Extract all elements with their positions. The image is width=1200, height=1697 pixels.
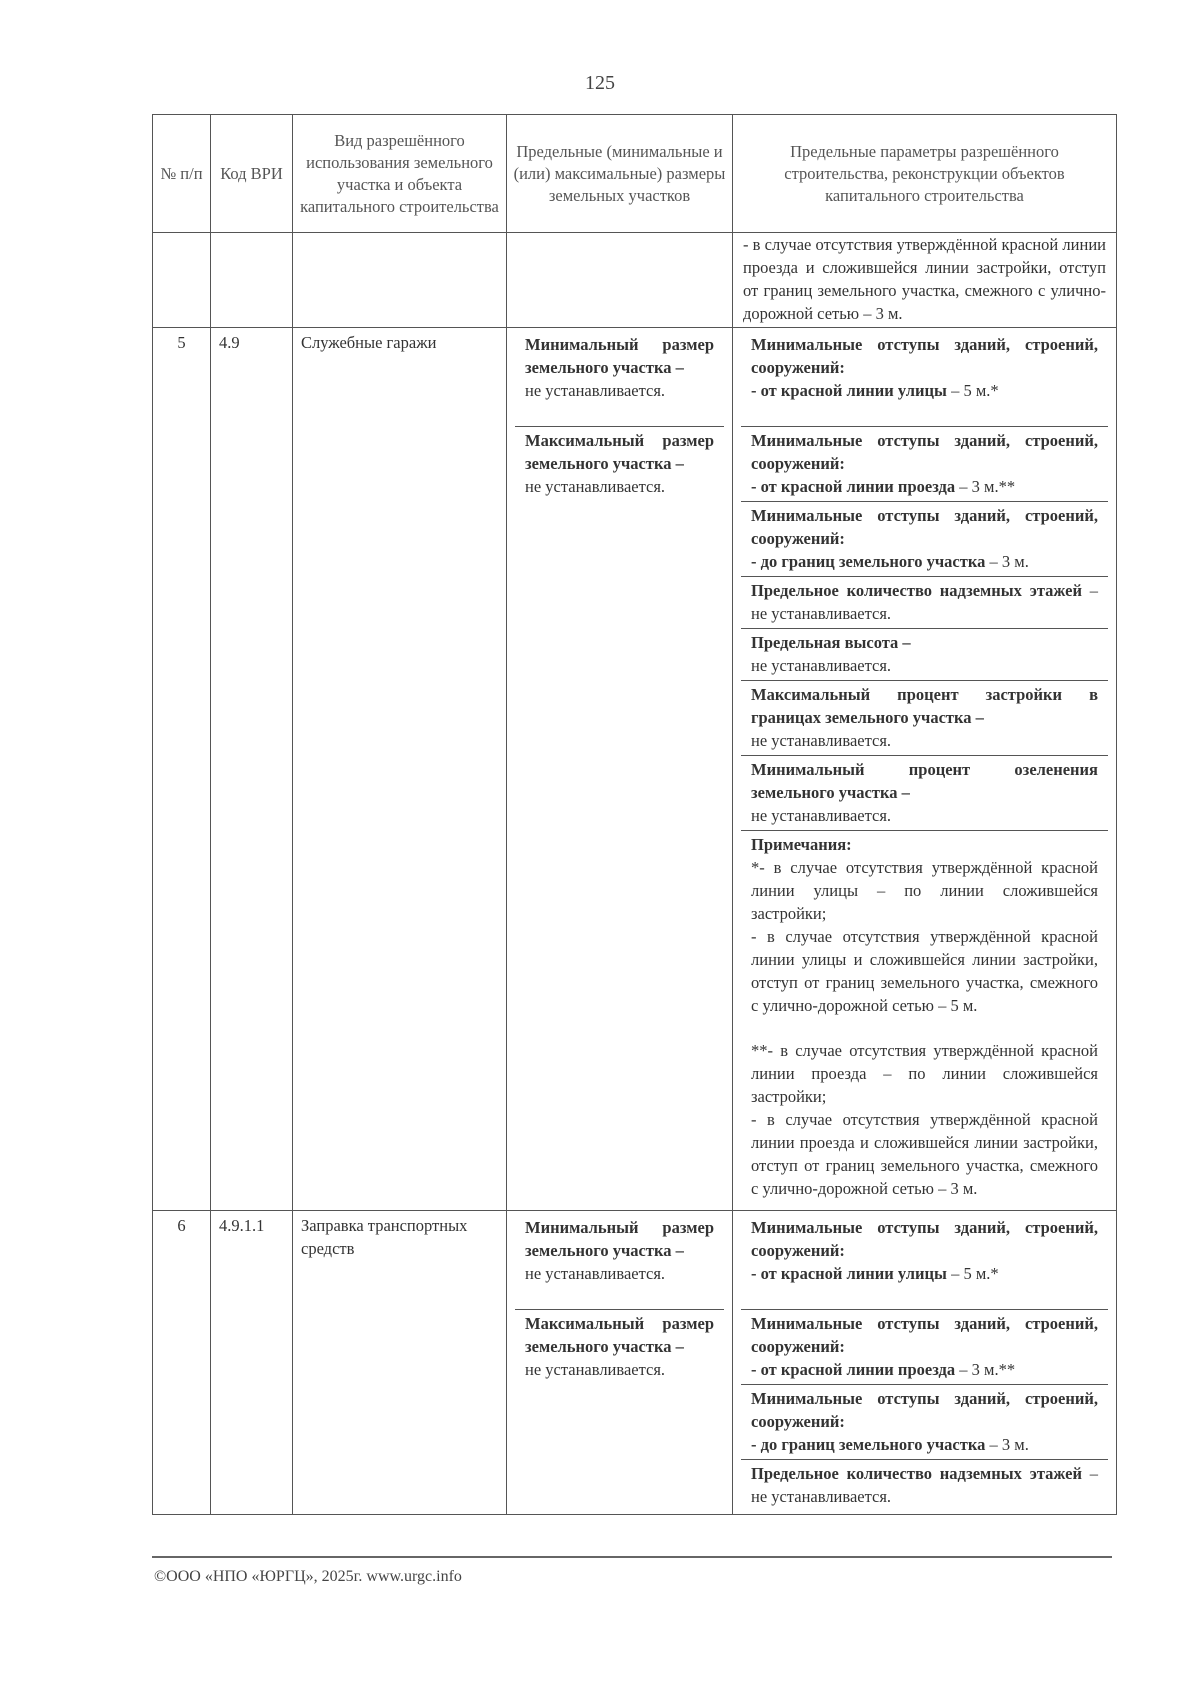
min-size-label: Минимальный размер земельного участка – [525,335,714,377]
param-label: Минимальные отступы зданий, строений, сооружений: [751,1389,1098,1431]
max-size-block [515,427,724,1208]
param-building-percent [741,681,1108,756]
param-value: не устанавливается. [751,806,892,825]
param-passage-offset [741,1310,1108,1385]
min-size-block [515,331,724,427]
param-value: – 3 м.** [955,1360,1016,1379]
note-text: **- в случае отсутствия утверждённой красной линии проезда – по линии сложившейся застройки; [751,1041,1098,1106]
min-size-block [515,1214,724,1310]
row-use-name: Служебные гаражи [293,328,507,1211]
parameters-cell [733,1211,1117,1515]
note-text: *- в случае отсутствия утверждённой красной линии улицы – по линии сложившейся застройки; [751,858,1098,923]
row-number: 5 [153,328,211,1211]
param-floors [741,1460,1108,1512]
header-number: № п/п [153,115,211,233]
param-floors [741,577,1108,629]
param-label: Предельная высота – [751,633,911,652]
row-number: 6 [153,1211,211,1515]
max-size-label: Максимальный размер земельного участка – [525,431,714,473]
regulations-table [152,114,1117,1515]
param-line: - до границ земельного участка [751,552,986,571]
header-use-type: Вид разрешённого использования земельного участка и объекта капитального строительства [293,115,507,233]
max-size-block [515,1310,724,1486]
param-label: Предельное количество надземных этажей [751,581,1082,600]
param-label: Минимальные отступы зданий, строений, сооружений: [751,335,1098,377]
param-line: - от красной линии проезда [751,1360,956,1379]
param-value: не устанавливается. [751,731,892,750]
param-line: - до границ земельного участка [751,1435,986,1454]
footer-divider [152,1556,1112,1558]
continuation-row [153,233,1117,328]
param-label: Максимальный процент застройки в границах земельного участка – [751,685,1098,727]
param-street-offset [741,331,1108,427]
param-label: Минимальные отступы зданий, строений, сооружений: [751,1218,1098,1260]
page-number: 125 [585,72,615,94]
param-line: - от красной линии улицы [751,381,947,400]
param-greening-percent [741,756,1108,831]
notes-title: Примечания: [751,835,852,854]
parameters-cell [733,328,1117,1211]
cell-empty [293,233,507,328]
continuation-text: - в случае отсутствия утверждённой красной линии проезда и сложившейся линии застройки, отступ от границ земельного участка, смежного с улично-дорожной сетью – 3 м. [733,233,1117,328]
param-label: Предельное количество надземных этажей [751,1464,1082,1483]
header-code: Код ВРИ [211,115,293,233]
row-use-name: Заправка транспортных средств [293,1211,507,1515]
min-size-value: не устанавливается. [525,381,666,400]
cell-empty [211,233,293,328]
param-boundary-offset [741,1385,1108,1460]
param-value: – 5 м.* [946,381,999,400]
cell-empty [507,233,733,328]
header-parameters: Предельные параметры разрешённого строительства, реконструкции объектов капитального строительства [733,115,1117,233]
param-street-offset [741,1214,1108,1310]
param-line: - от красной линии проезда [751,477,956,496]
param-label: Минимальные отступы зданий, строений, сооружений: [751,1314,1098,1356]
param-value: – 5 м.* [946,1264,999,1283]
param-label: Минимальные отступы зданий, строений, сооружений: [751,431,1098,473]
plot-size-cell [507,328,733,1211]
plot-size-cell [507,1211,733,1515]
param-label: Минимальные отступы зданий, строений, сооружений: [751,506,1098,548]
param-label: Минимальный процент озеленения земельного участка – [751,760,1098,802]
param-value: – не устанавливается. [751,581,1098,623]
param-value: – не устанавливается. [751,1464,1098,1506]
param-line: - от красной линии улицы [751,1264,947,1283]
param-value: – 3 м. [985,552,1029,571]
notes-block [741,831,1108,1204]
row-code: 4.9 [211,328,293,1211]
header-plot-size: Предельные (минимальные и (или) максимальные) размеры земельных участков [507,115,733,233]
min-size-label: Минимальный размер земельного участка – [525,1218,714,1260]
max-size-value: не устанавливается. [525,477,666,496]
param-passage-offset [741,427,1108,502]
param-value: – 3 м. [985,1435,1029,1454]
table-row [153,328,1117,1211]
param-value: не устанавливается. [751,656,892,675]
row-code: 4.9.1.1 [211,1211,293,1515]
param-value: – 3 м.** [955,477,1016,496]
table-row [153,1211,1117,1515]
max-size-label: Максимальный размер земельного участка – [525,1314,714,1356]
note-text: - в случае отсутствия утверждённой красной линии проезда и сложившейся линии застройки, отступ от границ земельного участка, смежного с улично-дорожной сетью – 3 м. [751,1110,1098,1198]
param-height [741,629,1108,681]
header-row [153,115,1117,233]
min-size-value: не устанавливается. [525,1264,666,1283]
cell-empty [153,233,211,328]
max-size-value: не устанавливается. [525,1360,666,1379]
note-text: - в случае отсутствия утверждённой красной линии улицы и сложившейся линии застройки, отступ от границ земельного участка, смежного с улично-дорожной сетью – 5 м. [751,927,1098,1015]
footer-copyright: ©ООО «НПО «ЮРГЦ», 2025г. www.urgc.info [154,1568,462,1585]
param-boundary-offset [741,502,1108,577]
